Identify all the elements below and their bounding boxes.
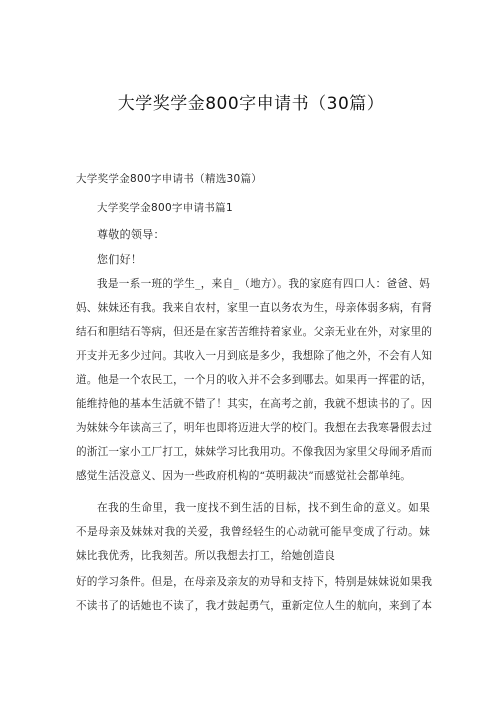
body-line: 妹比我优秀，比我刻苦。所以我想去打工，给她创造良 — [76, 550, 336, 562]
body-line: 妈、妹妹还有我。我来自农村，家里一直以务农为生，母亲体弱多病，有肾 — [76, 302, 433, 314]
body-line: 好的学习条件。但是，在母亲及亲友的劝导和支持下，特别是妹妹说如果我 — [76, 576, 433, 588]
body-line: 结石和胆结石等病，但还是在家苦苦维持着家业。父亲无业在外，对家里的 — [76, 326, 433, 338]
body-line: 道。他是一个农民工，一个月的收入并不会多到哪去。如果再一挥霍的话， — [76, 374, 433, 386]
body-line: 能维持他的基本生活就不错了！其实，在高考之前，我就不想读书的了。因 — [76, 398, 433, 410]
body-line: 我是一系一班的学生_，来自_（地方）。我的家庭有四口人：爸爸、妈 — [97, 278, 430, 290]
body-line: 的浙江一家小工厂打工，妹妹学习比我用功。不像我因为家里父母闹矛盾而 — [76, 446, 433, 458]
document-subtitle: 大学奖学金800字申请书（精选30篇） — [76, 173, 263, 185]
body-line: 开支并无多少过问。其收入一月到底是多少，我想除了他之外，不会有人知 — [76, 350, 433, 362]
greeting: 您们好！ — [97, 253, 143, 266]
body-line: 不读书了的话她也不读了，我才鼓起勇气，重新定位人生的航向，来到了本 — [76, 600, 433, 612]
body-line: 感觉生活没意义、因为一些政府机构的“英明裁决”而感觉社会都单纯。 — [76, 470, 412, 482]
body-line: 不是母亲及妹妹对我的关爱，我曾经轻生的心动就可能早变成了行动。妹 — [76, 526, 430, 538]
section-heading: 大学奖学金800字申请书篇1 — [97, 202, 233, 214]
body-line: 为妹妹今年读高三了，明年也即将迈进大学的校门。我想在去我寒暑假去过 — [76, 422, 433, 434]
body-line: 在我的生命里，我一度找不到生活的目标，找不到生命的意义。如果 — [97, 502, 430, 514]
document-title: 大学奖学金800字申请书（30篇） — [117, 94, 385, 114]
salutation: 尊敬的领导： — [97, 228, 165, 241]
